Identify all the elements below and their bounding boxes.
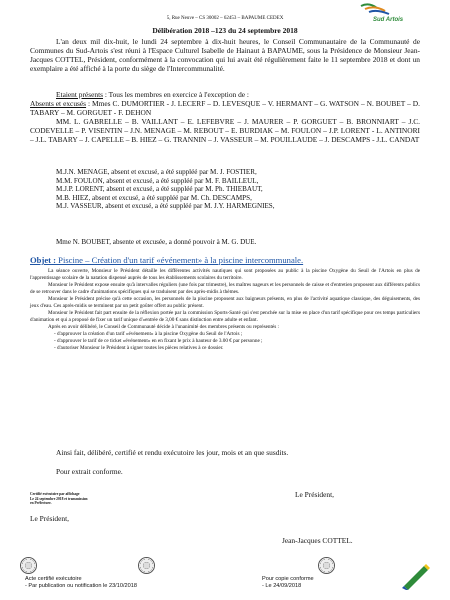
extrait-conforme-line: Pour extrait conforme. [56,467,123,476]
certif-line: Le 24 septembre 2018 et transmission [30,496,88,501]
decision-item: - d'approuver la création d'un tarif «événement» à la piscine Oxygène du Seuil de l'Artois ; [54,331,243,337]
procurations-list [56,168,420,211]
address-line: 5, Rue Neuve – CS 30002 – 62453 – BAPAUME CEDEX [166,16,284,21]
procuration-item: M.J. VASSEUR, absent et excusé, a été suppléé par M. J.Y. HARMEGNIES, [56,202,275,211]
presents-label: Etaient présents [56,90,103,99]
footer-right [262,576,314,590]
deliberation-body [30,268,420,352]
pouvoir-line: Mme N. BOUBET, absente et excusée, a donné pouvoir à M. G. DUE. [56,238,257,246]
procuration-item: M.J.N. MENAGE, absent et excusé, a été suppléé par M. J. FOSTIER, [56,168,257,176]
intro-paragraph: L'an deux mil dix-huit, le lundi 24 septembre à dix-huit heures, le Conseil Communautaire de la Communauté de Communes du Sud-Artois s'est réuni à l'Espace Culturel Isabelle de Hainaut à BAPAUME, sous la Présidence de Monsieur Jean-Jacques COTTEL, Président, conformément à la convocation qui lui avait été régulièrement faite le 11 septembre 2018 et dont un exemplaire a été affiché à la porte du siège de l'Intercommunalité. [30,37,420,73]
footer-left-detail: - Par publication ou notification le 23/10/2018 [25,583,137,590]
president-label-left: Le Président, [30,514,69,523]
procuration-item: M.M. FOULON, absent et excusé, a été suppléé par M. F. BAILLEUL, [56,176,259,185]
absents-mm-block: MM. L. GABRELLE – B. VAILLANT – E. LEFEBVRE – J. MAURER – P. GORGUET – B. BRONNIART – J.C. CODEVELLE – P. VISENTIN – J.N. MENAGE – M. REBOUT – E. BURDIAK – M. FOULON – J.P. LORENT - L. ANTINORI – J.L. TABARY – J. CAPELLE – B. HIEZ – G. TRANNIN – J. VASSEUR – M. POUILLAUDE – J. DESCAMPS - J.L. CANDAT [30,117,420,144]
body-paragraph: Monsieur le Président fait part ensuite de la réflexion portée par la commission Sports-Santé qui s'est penchée sur la mise en place d'un tarif spécifique pour ces temps particuliers d'animation et qui a proposé de fixer un tarif unique d'«entrée de 3,00 € sans distinction entre adulte et enfant. [30,310,420,323]
certification-note [30,492,140,506]
footer-right-title: Pour copie conforme [262,576,314,582]
objet-label: Objet : [30,255,57,265]
footer-left [25,576,137,590]
official-seal-icon [318,557,335,574]
presents-text: : Tous les membres en exercice à l'exception de : [103,90,249,99]
absents-text: : Mmes C. DUMORTIER - J. LECERF – D. LEVESQUE – V. HERMANT – G. WATSON – N. BOUBET – D. TABARY – M. GORGUET - F. DEHON [30,99,420,117]
official-seal-icon [20,557,37,574]
certif-line: en Préfecture. [30,501,52,505]
logo-text: Sud Artois [373,17,404,23]
procuration-item: M.B. HIEZ, absent et excusé, a été suppléé par M. Ch. DESCAMPS, [56,193,252,202]
certif-line: Certifié exécutoire par affichage [30,492,80,496]
objet-text: Piscine – Création d'un tarif «événement» à la piscine intercommunale. [56,255,304,265]
signature-pen-icon [400,562,432,590]
body-paragraph: Monsieur le Président expose ensuite qu'à intervalles réguliers (une fois par trimestre), les maîtres nageurs et les personnels de caisse et d'entretien proposent aux différents publics de se retrouver dans le cadre d'animations spécifiques qui se traduisent par des après-midis à thèmes. [30,282,420,295]
body-paragraph: Après en avoir délibéré, le Conseil de Communauté décide à l'unanimité des membres présents ou représentés : [48,324,279,330]
footer-right-detail: - Le 24/09/2018 [262,583,302,590]
official-seal-icon [138,557,155,574]
decision-item: - d'autoriser Monsieur le Président à signer toutes les pièces relatives à ce dossier. [54,345,224,351]
procuration-item: M.J.P. LORENT, absent et excusé, a été suppléé par M. Ph. THIEBAUT, [56,185,263,194]
president-label-right: Le Président, [295,490,334,499]
footer-left-title: Acte certifié exécutoire [25,576,82,582]
ainsi-fait-line: Ainsi fait, délibéré, certifié et rendu exécutoire les jour, mois et an que susdits. [56,448,289,457]
body-paragraph: Monsieur le Président précise qu'à cette occasion, les personnels de la piscine proposent aux baigneurs présents, en plus de l'activité aquatique classique, des déguisements, des jeux d'eau. Ces après-midis se terminent par un petit goûter offert au public présent. [30,296,420,309]
deliberation-title: Délibération 2018 –123 du 24 septembre 2018 [152,26,298,35]
signatory-name: Jean-Jacques COTTEL. [282,536,353,545]
decisions-list [30,331,420,352]
body-paragraph: La séance ouverte, Monsieur le Président détaille les différentes activités nautiques qui sont proposées au public à la piscine Oxygène du Seuil de l'Artois en plus de l'apprentissage scolaire de la natation dispensé auprès de tous les établissements scolaires du territoire. [30,268,420,281]
absents-label: Absents et excusés [30,99,87,108]
decision-item: - d'approuver le tarif de ce ticket «événement» en en fixant le prix à hauteur de 3.00 € par personne ; [54,338,263,344]
absents-block [30,100,420,118]
objet-heading [30,255,420,265]
